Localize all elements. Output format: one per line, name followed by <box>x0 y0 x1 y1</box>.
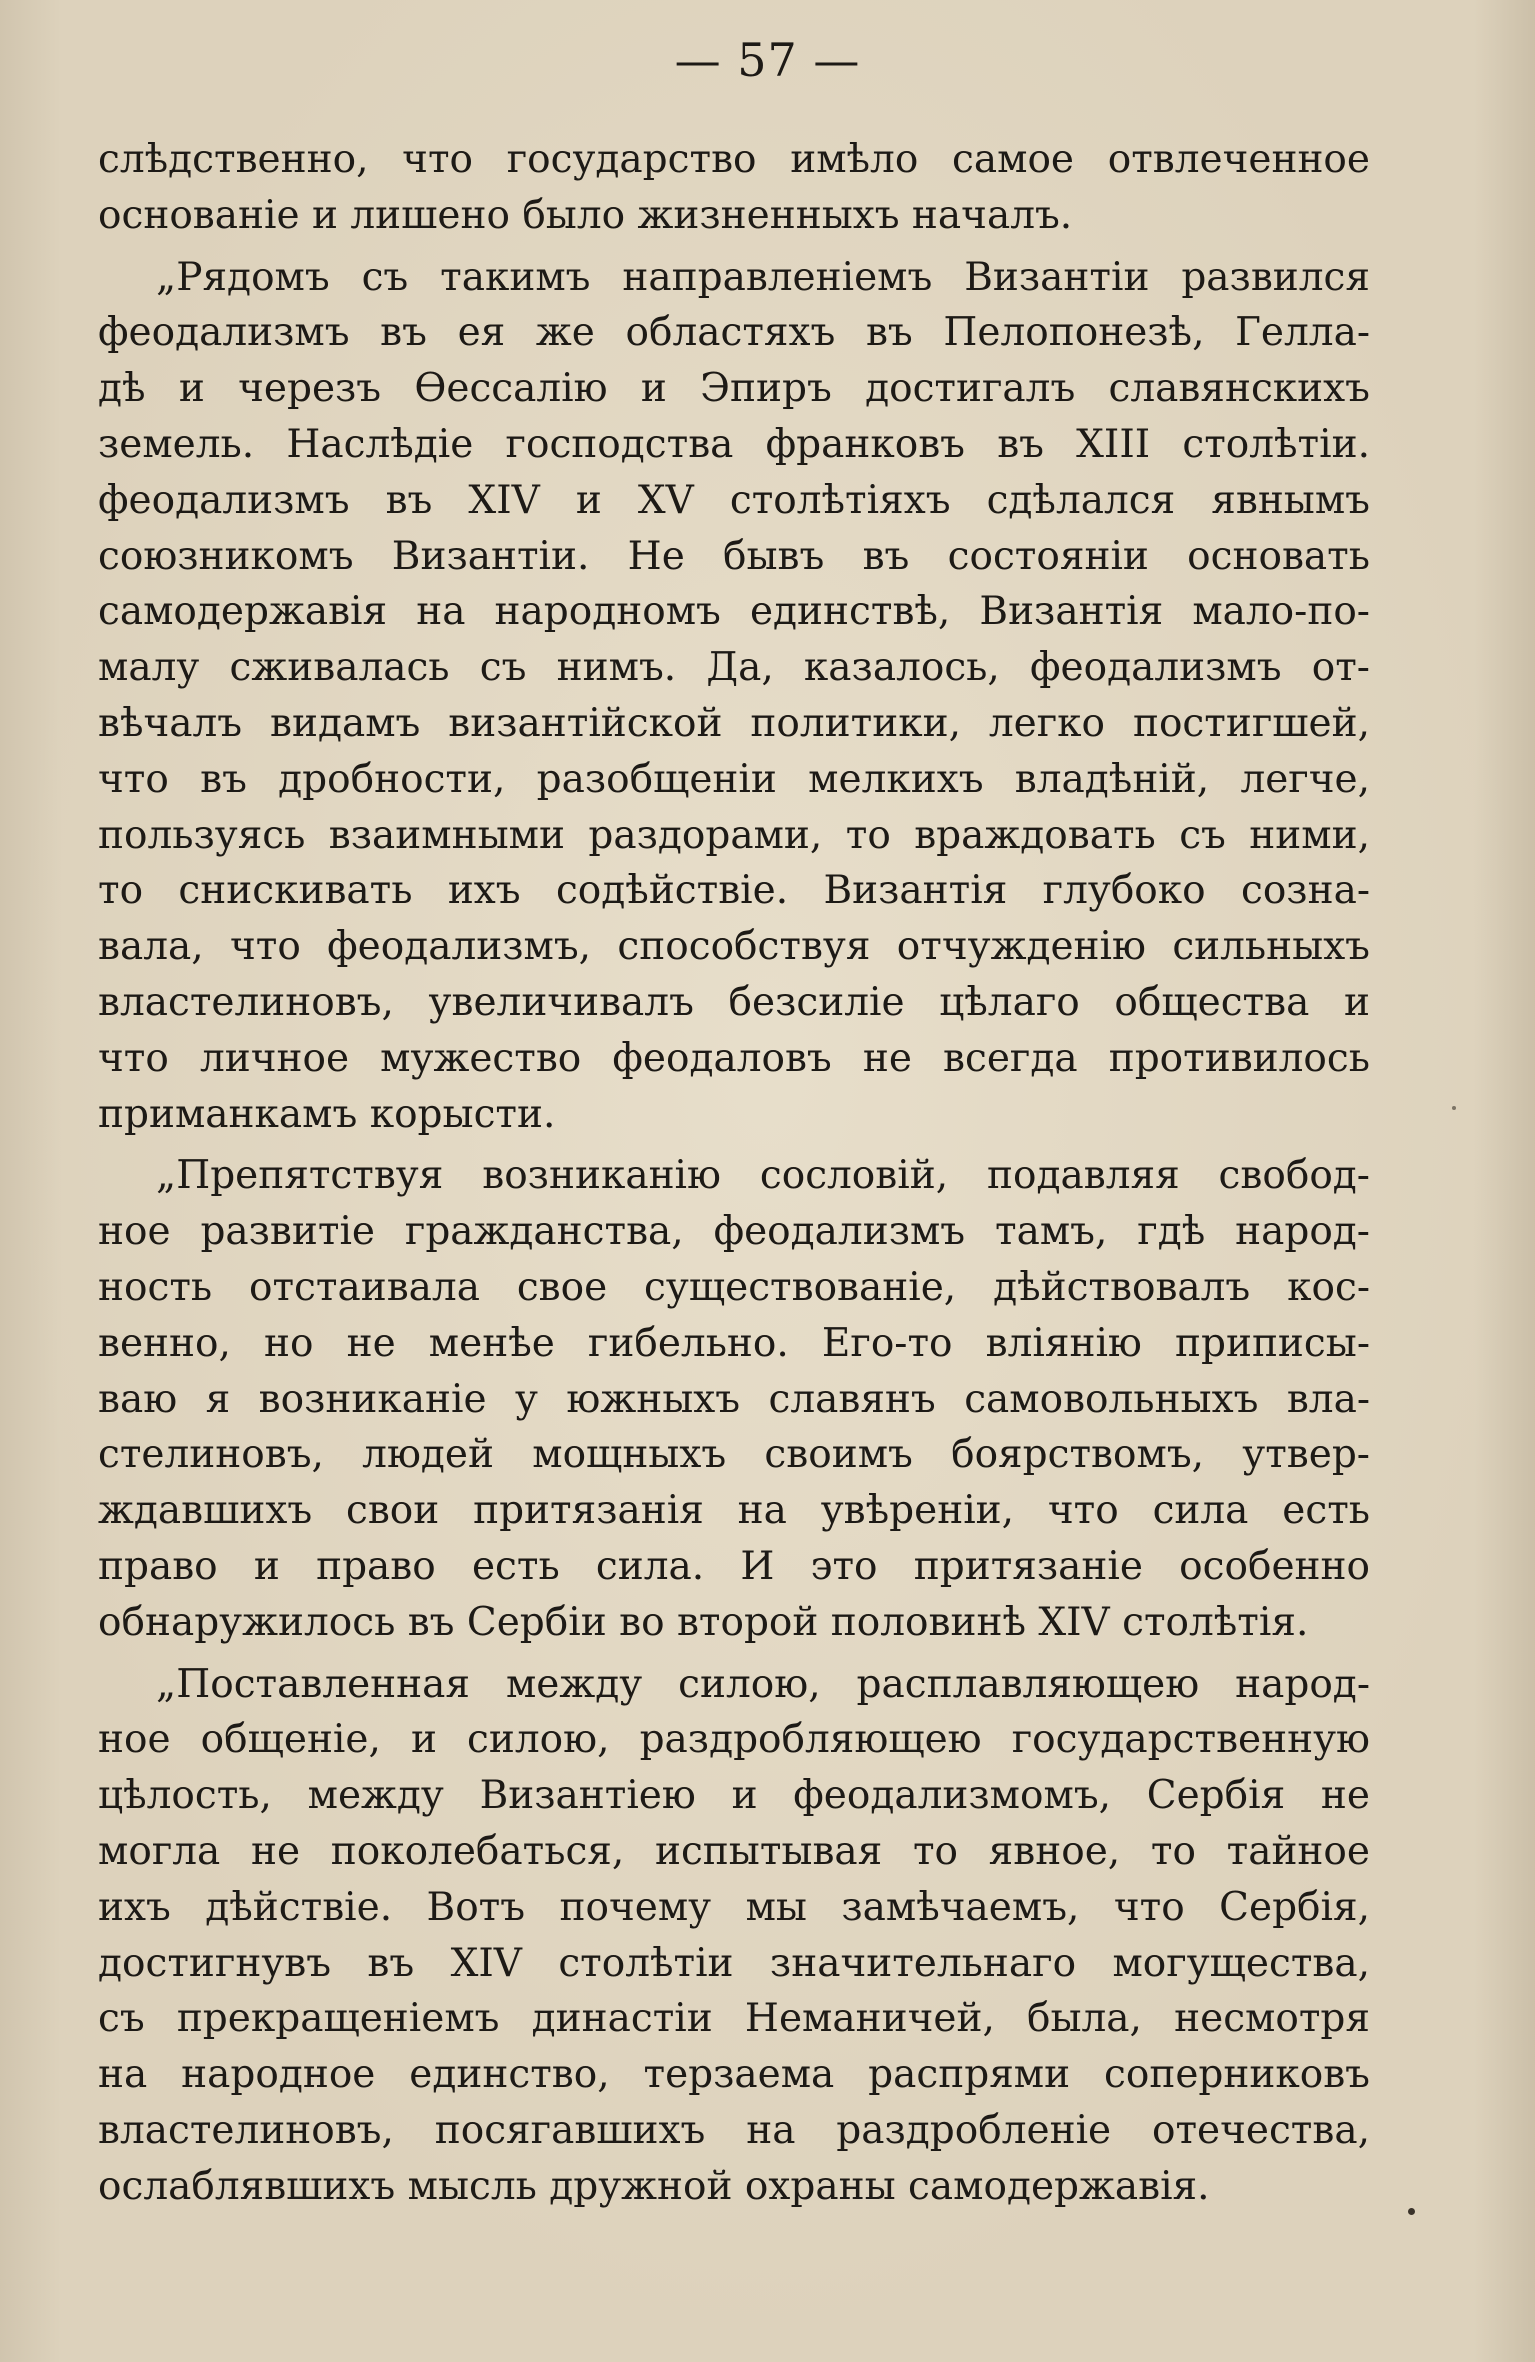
paragraph <box>98 132 1370 244</box>
text-line: право и право есть сила. И это притязаніе особенно <box>98 1543 1370 1589</box>
text-line: малу сживалась съ нимъ. Да, казалось, феодализмъ от- <box>98 645 1370 691</box>
text-line: могла не поколебаться, испытывая то явное, то тайное <box>98 1828 1370 1874</box>
paragraph <box>98 1657 1370 2215</box>
text-line: ваю я возниканіе у южныхъ славянъ самовольныхъ вла- <box>98 1376 1370 1422</box>
text-line: властелиновъ, увеличивалъ безсиліе цѣлаго общества и <box>98 979 1370 1025</box>
text-line: ослаблявшихъ мысль дружной охраны самодержавія. <box>98 2163 1210 2209</box>
text-line: то снискивать ихъ содѣйствіе. Византія глубоко созна- <box>98 868 1370 914</box>
text-line: цѣлость, между Византіею и феодализмомъ, Сербія не <box>98 1773 1370 1819</box>
text-line: съ прекращеніемъ династіи Неманичей, была, несмотря <box>98 1996 1370 2042</box>
text-line: ное развитіе гражданства, феодализмъ тамъ, гдѣ народ- <box>98 1209 1370 1255</box>
text-line: на народное единство, терзаема распрями соперниковъ <box>98 2052 1370 2098</box>
text-line: властелиновъ, посягавшихъ на раздробленіе отечества, <box>98 2107 1370 2153</box>
text-line: приманкамъ корысти. <box>98 1091 556 1137</box>
text-line: феодализмъ въ ея же областяхъ въ Пелопонезѣ, Гелла- <box>98 310 1370 356</box>
paragraph <box>98 250 1370 1143</box>
body-text <box>98 132 1370 2214</box>
text-line: феодализмъ въ XIV и XV столѣтіяхъ сдѣлался явнымъ <box>98 477 1370 523</box>
text-line: вѣчалъ видамъ византійской политики, легко постигшей, <box>98 700 1370 746</box>
text-line: самодержавія на народномъ единствѣ, Византія мало-по- <box>98 589 1370 635</box>
text-line: ждавшихъ свои притязанія на увѣреніи, что сила есть <box>98 1488 1370 1534</box>
text-line: ное общеніе, и силою, раздробляющею государственную <box>98 1717 1370 1763</box>
text-line: стелиновъ, людей мощныхъ своимъ боярствомъ, утвер- <box>98 1432 1370 1478</box>
text-line: обнаружилось въ Сербіи во второй половинѣ XIV столѣтія. <box>98 1599 1309 1645</box>
text-line: ность отстаивала свое существованіе, дѣйствовалъ кос- <box>98 1264 1370 1310</box>
text-line: земель. Наслѣдіе господства франковъ въ XIII столѣтіи. <box>98 421 1370 467</box>
page-number: — 57 — <box>674 33 861 87</box>
text-line: „Препятствуя возниканію сословій, подавляя свобод- <box>156 1153 1370 1199</box>
text-line: ихъ дѣйствіе. Вотъ почему мы замѣчаемъ, что Сербія, <box>98 1884 1370 1930</box>
text-line: союзникомъ Византіи. Не бывъ въ состояніи основать <box>98 533 1370 579</box>
text-line: „Поставленная между силою, расплавляющею народ- <box>156 1661 1370 1707</box>
text-line: вала, что феодализмъ, способствуя отчужденію сильныхъ <box>98 924 1370 970</box>
text-line: пользуясь взаимными раздорами, то враждовать съ ними, <box>98 812 1370 858</box>
text-line: основаніе и лишено было жизненныхъ началъ. <box>98 192 1073 238</box>
text-line: что личное мужество феодаловъ не всегда противилось <box>98 1035 1370 1081</box>
text-line: венно, но не менѣе гибельно. Его-то вліянію приписы- <box>98 1320 1370 1366</box>
ink-speck <box>1452 1106 1456 1110</box>
paragraph <box>98 1148 1370 1650</box>
text-line: что въ дробности, разобщеніи мелкихъ владѣній, легче, <box>98 756 1370 802</box>
text-line: слѣдственно, что государство имѣло самое отвлеченное <box>98 137 1370 182</box>
ink-speck <box>1408 2208 1415 2215</box>
text-line: дѣ и черезъ Ѳессалію и Эпиръ достигалъ славянскихъ <box>98 366 1370 412</box>
text-line: „Рядомъ съ такимъ направленіемъ Византіи развился <box>156 254 1370 300</box>
text-line: достигнувъ въ XIV столѣтіи значительнаго могущества, <box>98 1940 1370 1986</box>
